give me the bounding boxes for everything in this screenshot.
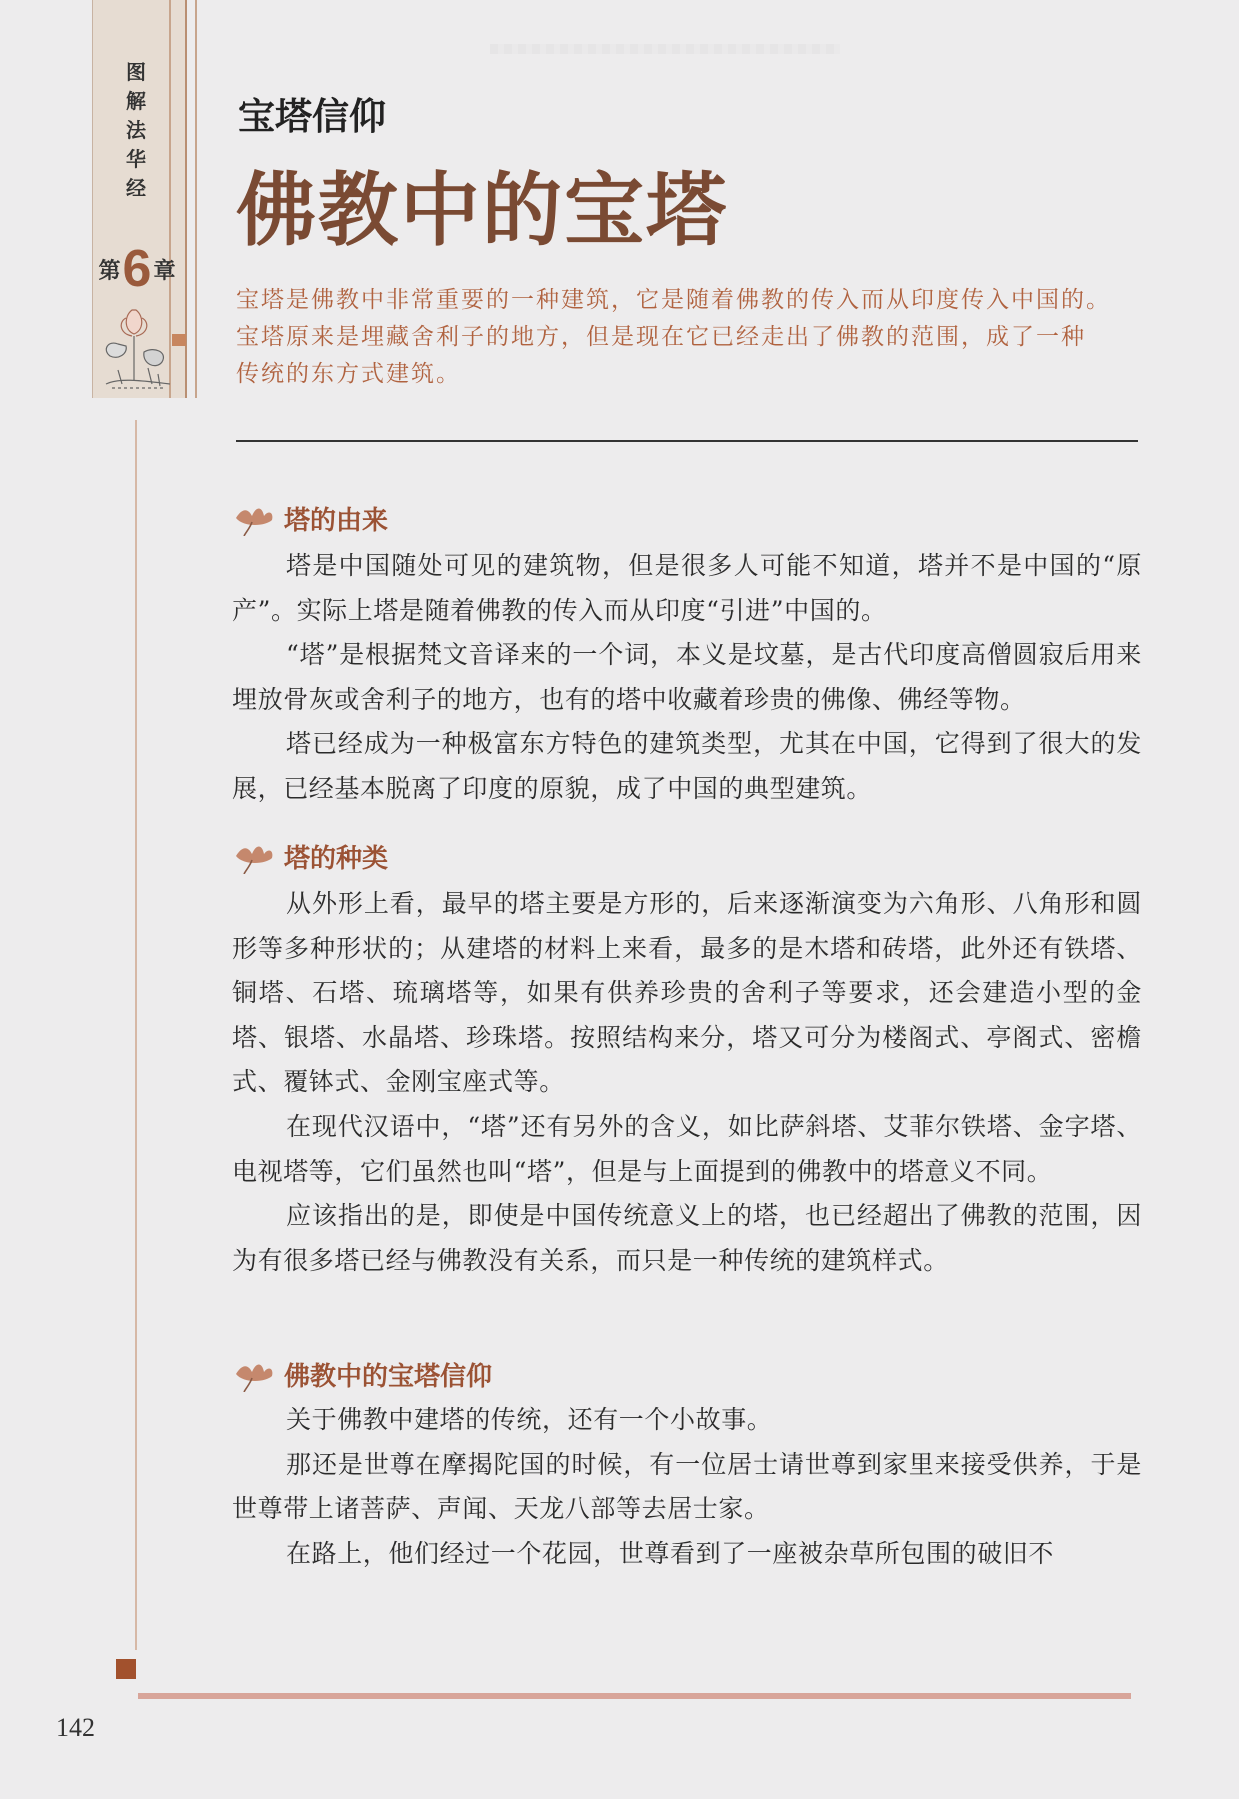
page-title: 佛教中的宝塔 xyxy=(236,164,728,257)
book-title-vertical: 图解法华经 xyxy=(126,60,146,200)
intro-line: 宝塔原来是埋藏舍利子的地方，但是现在它已经走出了佛教的范围，成了一种 xyxy=(236,324,1086,350)
intro-paragraph xyxy=(236,282,1146,393)
chapter-label xyxy=(94,238,180,300)
lotus-illustration-icon xyxy=(98,300,178,392)
paragraph: 塔已经成为一种极富东方特色的建筑类型，尤其在中国，它得到了很大的发展，已经基本脱离了印度的原貌，成了中国的典型建筑。 xyxy=(232,729,1142,803)
chapter-number: 6 xyxy=(122,240,152,298)
bleed-through-header xyxy=(490,44,840,54)
paragraph: 在现代汉语中，“塔”还有另外的含义，如比萨斜塔、艾菲尔铁塔、金字塔、电视塔等，它们虽然也叫“塔”，但是与上面提到的佛教中的塔意义不同。 xyxy=(232,1111,1142,1186)
paragraph: 塔是中国随处可见的建筑物，但是很多人可能不知道，塔并不是中国的“原产”。实际上塔是随着佛教的传入而从印度“引进”中国的。 xyxy=(232,551,1142,625)
section-title: 塔的种类 xyxy=(284,844,389,874)
section-heading xyxy=(232,1356,492,1393)
section-body xyxy=(232,544,1142,812)
footer-square xyxy=(116,1659,136,1679)
divider xyxy=(236,440,1138,442)
page-number: 142 xyxy=(56,1713,95,1742)
lotus-bullet-icon xyxy=(232,840,276,874)
paragraph: 从外形上看，最早的塔主要是方形的，后来逐渐演变为六角形、八角形和圆形等多种形状的；从建塔的材料上来看，最多的是木塔和砖塔，此外还有铁塔、铜塔、石塔、琉璃塔等，如果有供养珍贵的舍利子等要求，还会建造小型的金塔、银塔、水晶塔、珍珠塔。按照结构来分，塔又可分为楼阁式、亭阁式、密檐式、覆钵式、金刚宝座式等。 xyxy=(232,889,1142,1097)
lotus-bullet-icon xyxy=(232,502,276,536)
paragraph: 那还是世尊在摩揭陀国的时候，有一位居士请世尊到家里来接受供养，于是世尊带上诸菩萨、声闻、天龙八部等去居士家。 xyxy=(232,1449,1142,1524)
chapter-suffix: 章 xyxy=(153,258,176,284)
footer-rule xyxy=(138,1693,1131,1699)
margin-rule xyxy=(135,420,137,1650)
tab-marker xyxy=(172,334,186,346)
section-title: 塔的由来 xyxy=(284,506,389,536)
section-body xyxy=(232,882,1142,1283)
intro-line: 宝塔是佛教中非常重要的一种建筑，它是随着佛教的传入而从印度传入中国的。 xyxy=(236,287,1111,313)
paragraph: 在路上，他们经过一个花园，世尊看到了一座被杂草所包围的破旧不 xyxy=(286,1538,1055,1568)
section-heading xyxy=(232,500,388,537)
section-title: 佛教中的宝塔信仰 xyxy=(284,1362,493,1392)
paragraph: “塔”是根据梵文音译来的一个词，本义是坟墓，是古代印度高僧圆寂后用来埋放骨灰或舍利子的地方，也有的塔中收藏着珍贵的佛像、佛经等物。 xyxy=(232,640,1142,714)
section-subtitle: 宝塔信仰 xyxy=(238,95,386,138)
paragraph: 应该指出的是，即使是中国传统意义上的塔，也已经超出了佛教的范围，因为有很多塔已经与佛教没有关系，而只是一种传统的建筑样式。 xyxy=(232,1201,1142,1275)
chapter-prefix: 第 xyxy=(98,258,121,284)
intro-line: 传统的东方式建筑。 xyxy=(236,361,461,387)
section-heading xyxy=(232,838,388,875)
lotus-bullet-icon xyxy=(232,1358,276,1392)
section-body xyxy=(232,1398,1142,1576)
tab-rule-outer xyxy=(195,0,197,398)
paragraph: 关于佛教中建塔的传统，还有一个小故事。 xyxy=(286,1405,773,1434)
